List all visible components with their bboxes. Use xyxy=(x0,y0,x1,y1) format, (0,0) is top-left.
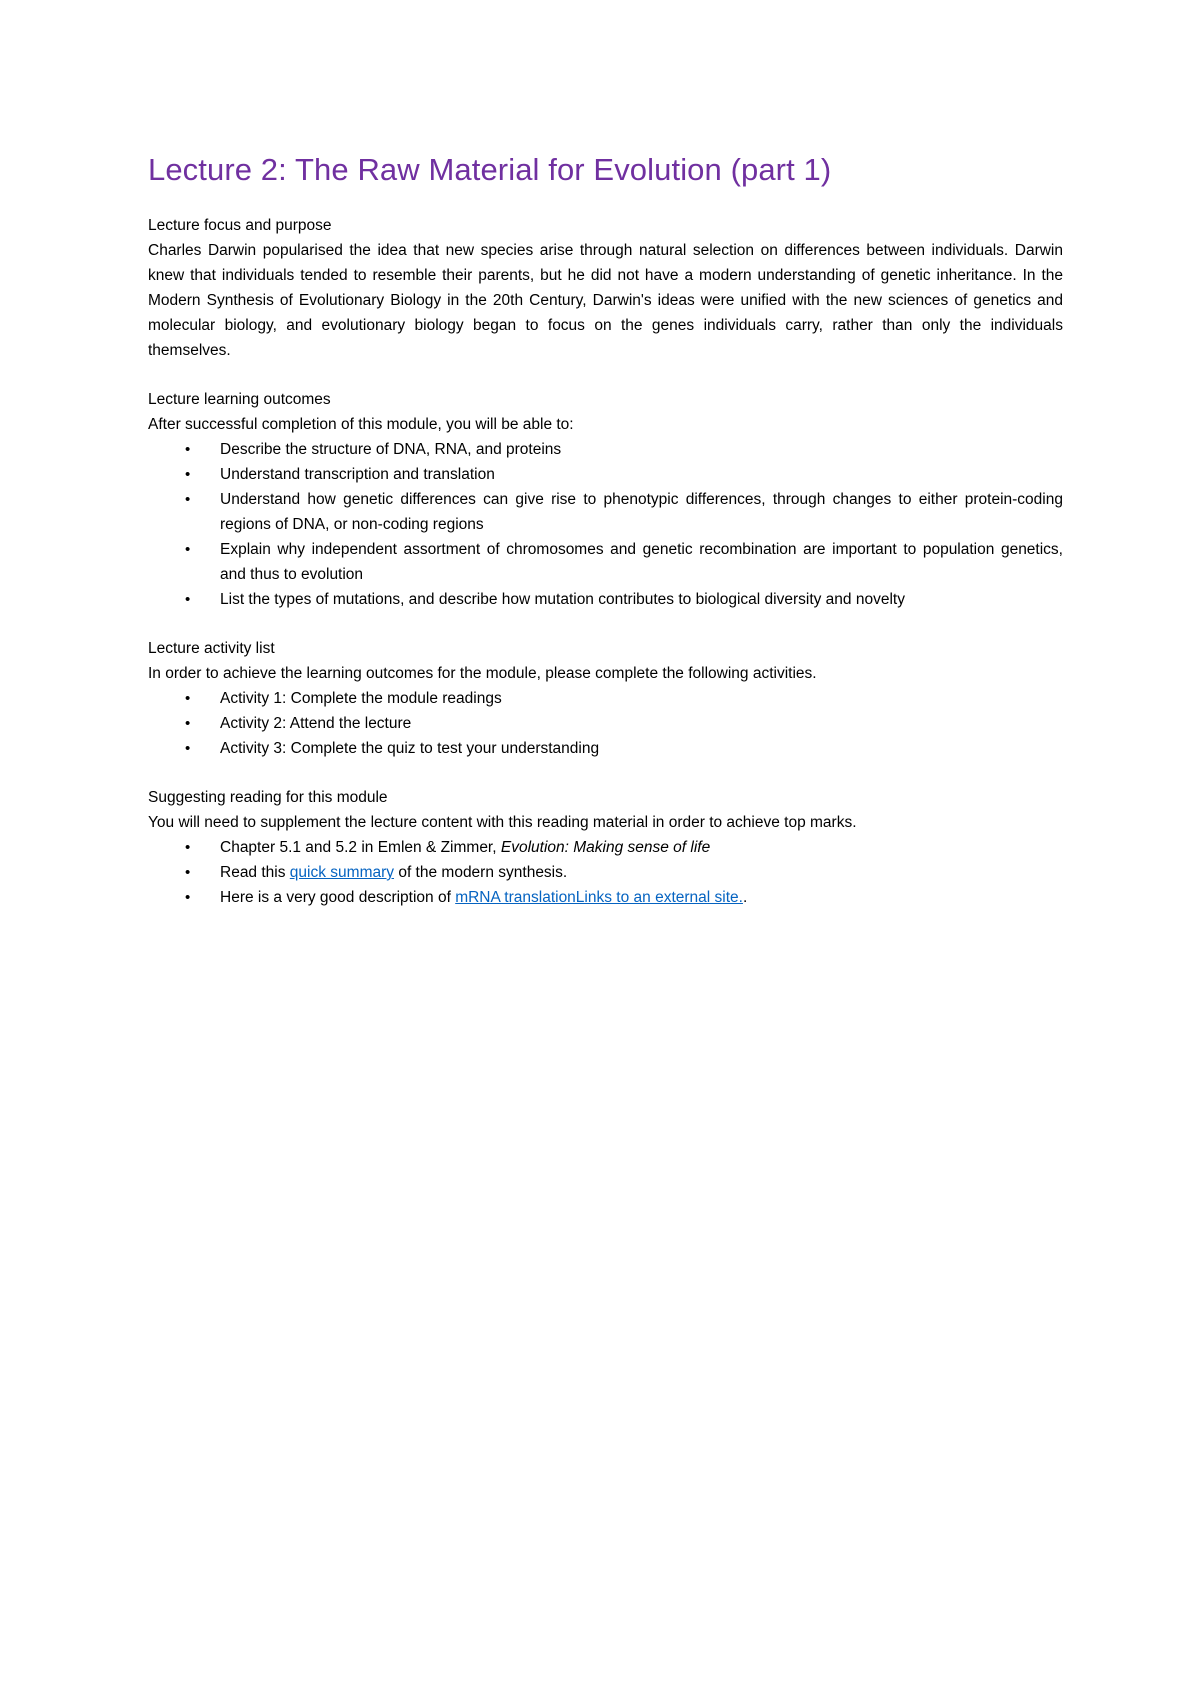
outcomes-section xyxy=(148,387,1063,612)
bullet-icon: • xyxy=(185,690,191,707)
bullet-icon: • xyxy=(185,491,191,508)
activities-section xyxy=(148,636,1063,761)
list-item: • Explain why independent assortment of chromosomes and genetic recombination are important to population genetics, and thus to evolution xyxy=(148,537,1063,587)
reading-section xyxy=(148,785,1063,910)
reading-intro: You will need to supplement the lecture content with this reading material in order to achieve top marks. xyxy=(148,814,857,831)
activities-heading: Lecture activity list xyxy=(148,640,275,657)
document-page xyxy=(148,150,1063,934)
list-item: • Activity 2: Attend the lecture xyxy=(148,711,1063,736)
outcomes-intro: After successful completion of this module, you will be able to: xyxy=(148,416,574,433)
bullet-icon: • xyxy=(185,839,191,856)
list-item: • Here is a very good description of mRNA translationLinks to an external site.. xyxy=(148,885,1063,910)
activities-list xyxy=(148,686,1063,761)
page-title: Lecture 2: The Raw Material for Evolution (part 1) xyxy=(148,152,832,187)
bullet-icon: • xyxy=(185,864,191,881)
bullet-icon: • xyxy=(185,591,191,608)
bullet-icon: • xyxy=(185,889,191,906)
list-item: • Read this quick summary of the modern synthesis. xyxy=(148,860,1063,885)
list-item: • List the types of mutations, and describe how mutation contributes to biological diversity and novelty xyxy=(148,587,1063,612)
outcomes-heading: Lecture learning outcomes xyxy=(148,391,331,408)
quick-summary-link[interactable]: quick summary xyxy=(289,864,395,881)
reading-heading: Suggesting reading for this module xyxy=(148,789,388,806)
outcomes-list xyxy=(148,437,1063,612)
list-item: • Activity 1: Complete the module readings xyxy=(148,686,1063,711)
focus-section xyxy=(148,213,1063,363)
reading-list xyxy=(148,835,1063,910)
list-item: • Chapter 5.1 and 5.2 in Emlen & Zimmer, Evolution: Making sense of life xyxy=(148,835,1063,860)
list-item: • Describe the structure of DNA, RNA, and proteins xyxy=(148,437,1063,462)
activities-intro: In order to achieve the learning outcomes for the module, please complete the following activities. xyxy=(148,665,817,682)
mrna-translation-link[interactable]: mRNA translationLinks to an external site. xyxy=(455,889,743,906)
list-item: • Understand how genetic differences can give rise to phenotypic differences, through changes to either protein-coding regions of DNA, or non-coding regions xyxy=(148,487,1063,537)
bullet-icon: • xyxy=(185,715,191,732)
focus-heading: Lecture focus and purpose xyxy=(148,217,332,234)
list-item: • Understand transcription and translation xyxy=(148,462,1063,487)
focus-paragraph: Charles Darwin popularised the idea that new species arise through natural selection on differences between individuals. Darwin knew that individuals tended to resemble their parents, but he did not have a modern understanding of genetic inheritance. In the Modern Synthesis of Evolutionary Biology in the 20th Century, Darwin's ideas were unified with the new sciences of genetics and molecular biology, and evolutionary biology began to focus on the genes individuals carry, rather than only the individuals themselves. xyxy=(148,242,1063,359)
book-title: Evolution: Making sense of life xyxy=(500,839,711,856)
list-item: • Activity 3: Complete the quiz to test your understanding xyxy=(148,736,1063,761)
bullet-icon: • xyxy=(185,466,191,483)
bullet-icon: • xyxy=(185,441,191,458)
bullet-icon: • xyxy=(185,541,191,558)
bullet-icon: • xyxy=(185,740,191,757)
